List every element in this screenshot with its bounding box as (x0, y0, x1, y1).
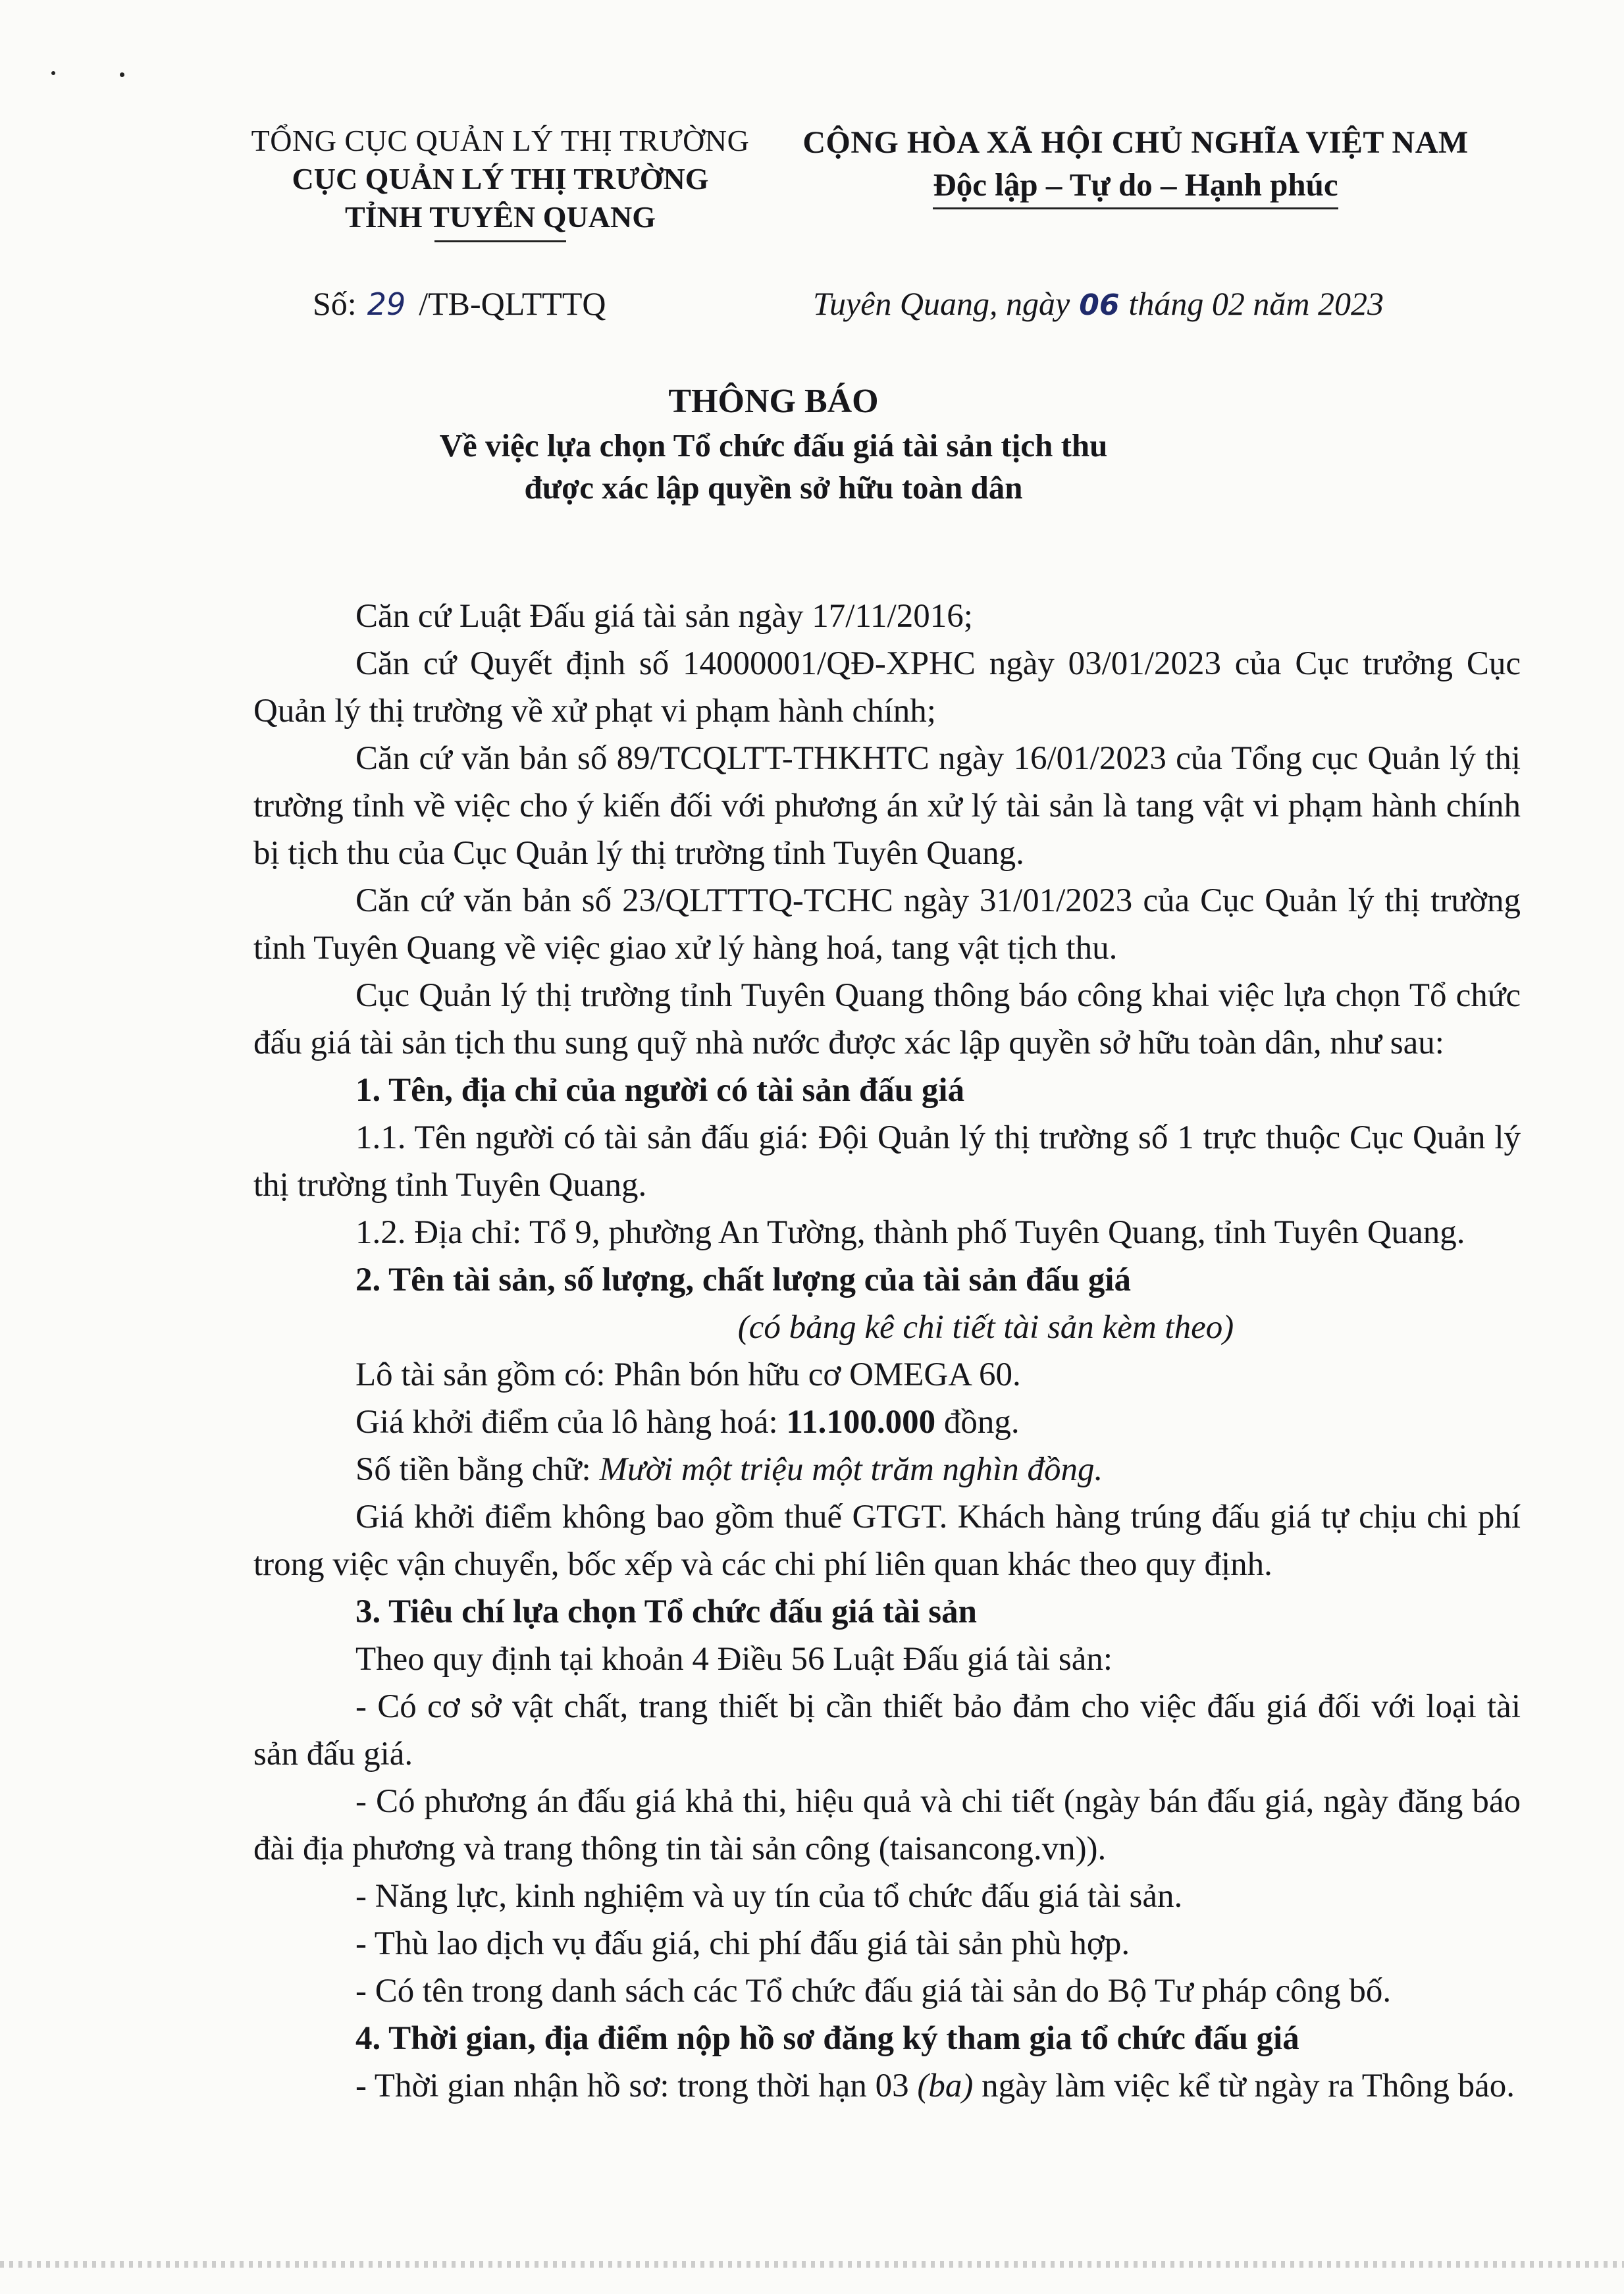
agency-province: TỈNH TUYÊN QUANG (345, 200, 656, 234)
section-3-bullet-3: - Năng lực, kinh nghiệm và uy tín của tổ chức đấu giá tài sản. (355, 1878, 1183, 1915)
basis-3: Căn cứ văn bản số 89/TCQLTT-THKHTC ngày 16/01/2023 của Tổng cục Quản lý thị trường tỉnh về việc cho ý kiến đối với phương án xử lý tài sản là tang vật vi phạm hành chính bị tịch thu của Cục Quản lý thị trường tỉnh Tuyên Quang. (253, 740, 1521, 872)
document-body (253, 593, 1521, 2110)
national-header (770, 122, 1501, 214)
basis-1: Căn cứ Luật Đấu giá tài sản ngày 17/11/2016; (355, 598, 973, 635)
date-prefix: Tuyên Quang, ngày (813, 285, 1070, 322)
section-3-intro: Theo quy định tại khoản 4 Điều 56 Luật Đấu giá tài sản: (355, 1641, 1113, 1678)
section-1-1: 1.1. Tên người có tài sản đấu giá: Đội Quản lý thị trường số 1 trực thuộc Cục Quản lý thị trường tỉnh Tuyên Quang. (253, 1119, 1521, 1204)
document-number (313, 284, 606, 323)
section-1-2: 1.2. Địa chỉ: Tổ 9, phường An Tường, thành phố Tuyên Quang, tỉnh Tuyên Quang. (355, 1214, 1465, 1251)
price-label: Giá khởi điểm của lô hàng hoá: (355, 1404, 778, 1441)
date-handwritten-day: 06 (1079, 288, 1120, 322)
issuing-agency (217, 122, 783, 242)
scan-edge-artifact (0, 2261, 1624, 2268)
section-3-bullet-1: - Có cơ sở vật chất, trang thiết bị cần thiết bảo đảm cho việc đấu giá đối với loại tài sản đấu giá. (253, 1688, 1521, 1773)
basis-4: Căn cứ văn bản số 23/QLTTTQ-TCHC ngày 31/01/2023 của Cục Quản lý thị trường tỉnh Tuyên Quang về việc giao xử lý hàng hoá, tang vật tịch thu. (253, 882, 1521, 967)
doc-number-suffix: /TB-QLTTTQ (419, 285, 606, 322)
section-3-bullet-5: - Có tên trong danh sách các Tổ chức đấu giá tài sản do Bộ Tư pháp công bố. (355, 1973, 1392, 2010)
section-4-bullet-1 (253, 2062, 1521, 2110)
section-4-heading: 4. Thời gian, địa điểm nộp hồ sơ đăng ký tham gia tổ chức đấu giá (355, 2020, 1299, 2057)
doc-number-prefix: Số: (313, 285, 357, 322)
section-1-heading: 1. Tên, địa chỉ của người có tài sản đấu giá (355, 1072, 965, 1109)
section-3-heading: 3. Tiêu chí lựa chọn Tổ chức đấu giá tài sản (355, 1593, 977, 1630)
document-date (813, 284, 1384, 323)
title-subject-1: Về việc lựa chọn Tổ chức đấu giá tài sản tịch thu (439, 427, 1108, 464)
section-3-bullet-2: - Có phương án đấu giá khả thi, hiệu quả và chi tiết (ngày bán đấu giá, ngày đăng báo đài địa phương và trang thông tin tài sản công (taisancong.vn)). (253, 1783, 1521, 1867)
section-2-price (253, 1399, 1521, 1446)
section-2-price-words (253, 1446, 1521, 1493)
price-words-value: Mười một triệu một trăm nghìn đồng. (599, 1451, 1103, 1488)
price-value: 11.100.000 (786, 1404, 936, 1441)
date-suffix: tháng 02 năm 2023 (1128, 285, 1384, 322)
agency-underline (434, 240, 566, 242)
agency-name: CỤC QUẢN LÝ THỊ TRƯỜNG (292, 162, 709, 196)
title-subject-2: được xác lập quyền sở hữu toàn dân (524, 469, 1023, 506)
section-3-bullet-4: - Thù lao dịch vụ đấu giá, chi phí đấu giá tài sản phù hợp. (355, 1925, 1130, 1962)
scan-speck (120, 72, 124, 77)
price-unit: đồng. (943, 1404, 1020, 1441)
s4-b1-post: ngày làm việc kể từ ngày ra Thông báo. (982, 2067, 1515, 2104)
doc-number-handwritten: 29 (367, 286, 406, 322)
s4-b1-italic: (ba) (917, 2067, 974, 2104)
national-motto: Độc lập – Tự do – Hạnh phúc (933, 164, 1338, 209)
title-main: THÔNG BÁO (668, 383, 879, 420)
agency-parent: TỔNG CỤC QUẢN LÝ THỊ TRƯỜNG (251, 124, 750, 157)
section-2-tax: Giá khởi điểm không bao gồm thuế GTGT. Khách hàng trúng đấu giá tự chịu chi phí trong việc vận chuyển, bốc xếp và các chi phí liên quan khác theo quy định. (253, 1499, 1521, 1583)
section-2-note: (có bảng kê chi tiết tài sản kèm theo) (737, 1309, 1234, 1346)
section-2-heading: 2. Tên tài sản, số lượng, chất lượng của tài sản đấu giá (355, 1262, 1132, 1298)
scan-speck (51, 71, 55, 75)
document-title (263, 379, 1284, 509)
price-words-label: Số tiền bằng chữ: (355, 1451, 591, 1488)
basis-2: Căn cứ Quyết định số 14000001/QĐ-XPHC ngày 03/01/2023 của Cục trưởng Cục Quản lý thị trường về xử phạt vi phạm hành chính; (253, 645, 1521, 730)
intro-paragraph: Cục Quản lý thị trường tỉnh Tuyên Quang thông báo công khai việc lựa chọn Tổ chức đấu giá tài sản tịch thu sung quỹ nhà nước được xác lập quyền sở hữu toàn dân, như sau: (253, 977, 1521, 1061)
section-2-lot: Lô tài sản gồm có: Phân bón hữu cơ OMEGA 60. (355, 1356, 1021, 1393)
s4-b1-pre: - Thời gian nhận hồ sơ: trong thời hạn 03 (355, 2067, 909, 2104)
national-name: CỘNG HÒA XÃ HỘI CHỦ NGHĨA VIỆT NAM (802, 125, 1469, 160)
